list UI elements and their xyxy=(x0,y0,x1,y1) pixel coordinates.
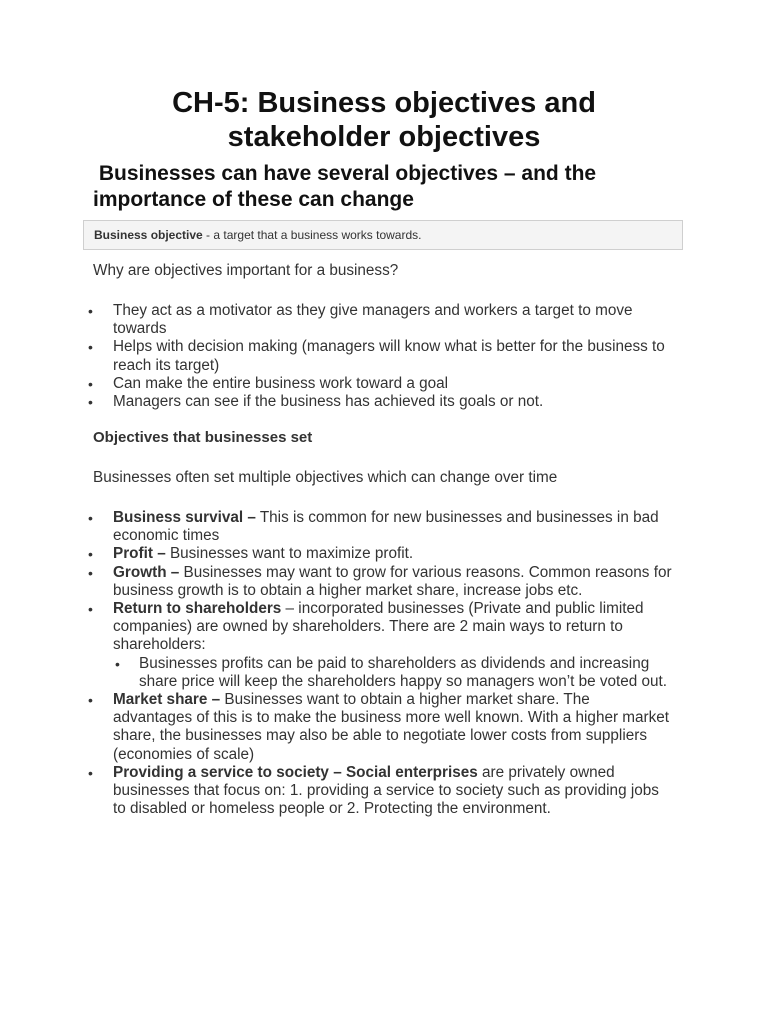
objective-term: Growth – xyxy=(113,563,180,581)
objective-term: Business survival – xyxy=(113,509,256,526)
list-item xyxy=(0,600,673,655)
title-line-1: CH-5: Business objectives and xyxy=(172,87,596,119)
objective-term: Return to shareholders xyxy=(113,600,282,618)
list-item-sub xyxy=(0,655,673,691)
list-item: • Can make the entire business work toward a goal xyxy=(0,375,673,393)
objective-term: Providing a service to society – Social enterprises xyxy=(113,763,478,781)
objective-text: Businesses want to obtain a higher market share. The advantages of this is to make the business more well known. With a higher market share, the businesses may also be able to negotiate lower costs from suppliers (economies of scale) xyxy=(113,691,670,763)
why-points-list xyxy=(0,302,768,411)
objective-term: Market share – xyxy=(113,691,221,709)
objectives-heading: Objectives that businesses set xyxy=(93,429,313,446)
list-item xyxy=(0,564,673,600)
list-item: • Managers can see if the business has achieved its goals or not. xyxy=(0,393,673,411)
objective-text: Businesses profits can be paid to shareholders as dividends and increasing share price will keep the shareholders happy so managers won’t be voted out. xyxy=(139,654,668,690)
objective-text: are privately owned businesses that focus on: 1. providing a service to society such as providing jobs to disabled or homeless people or 2. Protecting the environment. xyxy=(113,763,659,818)
definition-term: Business objective xyxy=(94,228,203,242)
objective-text: Businesses may want to grow for various reasons. Common reasons for business growth is to obtain a higher market share, increase jobs etc. xyxy=(113,563,672,599)
objective-term: Profit – xyxy=(113,545,166,563)
list-item: • Helps with decision making (managers will know what is better for the business to reach its target) xyxy=(0,338,673,374)
objective-text: – incorporated businesses (Private and public limited companies) are owned by shareholders. There are 2 main ways to return to shareholders: xyxy=(113,600,644,654)
page-title xyxy=(0,86,768,154)
objectives-list xyxy=(0,509,768,818)
list-item xyxy=(0,545,673,563)
why-question: Why are objectives important for a business? xyxy=(93,262,399,279)
list-item: • They act as a motivator as they give managers and workers a target to move towards xyxy=(0,302,673,338)
list-item xyxy=(0,509,673,545)
definition-box xyxy=(83,220,683,250)
objectives-intro: Businesses often set multiple objectives which can change over time xyxy=(93,469,558,486)
list-item xyxy=(0,764,673,819)
objective-text: Businesses want to maximize profit. xyxy=(165,545,414,563)
objective-text: This is common for new businesses and businesses in bad economic times xyxy=(113,509,659,545)
list-item xyxy=(0,691,673,764)
definition-text: - a target that a business works towards. xyxy=(202,228,422,242)
subtitle: Businesses can have several objectives – and the importance of these can change xyxy=(93,162,602,211)
title-line-2: stakeholder objectives xyxy=(227,121,541,153)
